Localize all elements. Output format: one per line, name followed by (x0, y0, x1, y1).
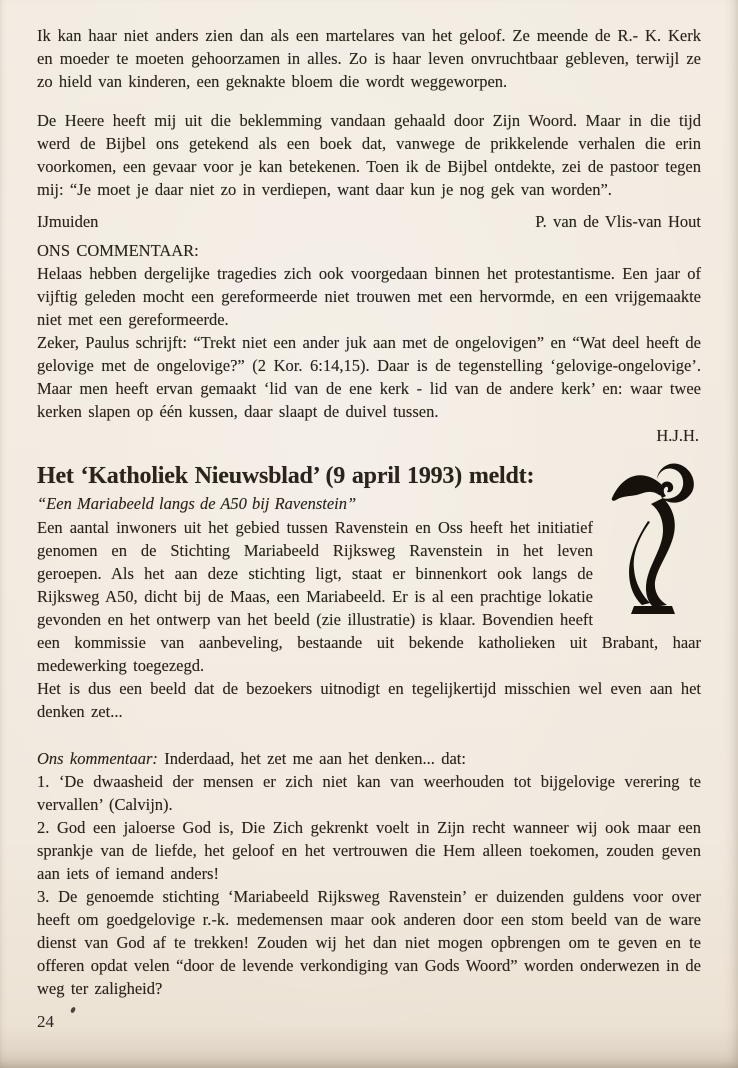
letter-place: IJmuiden (37, 212, 99, 231)
kommentaar-item-3: 3. De genoemde stichting ‘Mariabeeld Rijksweg Ravenstein’ er duizenden guldens voor over heeft om goedgelovige r.-k. medemensen maar ook anderen door een stom beeld van de ware dienst van God af te trekken! Zouden wij het dan niet mogen opbrengen om te geven en te offeren opdat velen “door de levende verkondiging van Gods Woord” worden onderwezen in de weg ter zaligheid? (37, 887, 701, 998)
commentary-initials: H.J.H. (656, 426, 699, 445)
article-heading: Het ‘Katholiek Nieuwsblad’ (9 april 1993) meldt: (37, 463, 535, 489)
letter-section (37, 24, 701, 233)
article-section (37, 460, 701, 723)
commentary-section (37, 239, 701, 447)
kommentaar-item-2: 2. God een jaloerse God is, Die Zich gekrenkt voelt in Zijn recht wanneer wij ook maar een sprankje van de liefde, het geloof en het vertrouwen die Hem alleen toekomen, zouden geven aan iets of iemand anders! (37, 818, 701, 883)
article-subtitle: “Een Mariabeeld langs de A50 bij Ravenstein” (37, 494, 357, 513)
maria-statue-icon (605, 462, 701, 620)
article-paragraph-1: Een aantal inwoners uit het gebied tussen Ravenstein en Oss heeft het initiatief genomen en de Stichting Mariabeeld Rijksweg Ravenstein in het leven geroepen. Als het aan deze stichting ligt, staat er binnenkort ook langs de Rijksweg A50, dicht bij de Maas, een Mariabeeld. Er is al een prachtige lokatie gevonden en het ontwerp van het beeld (zie illustratie) is klaar. Bovendien heeft een kommissie van aanbeveling, bestaande uit bekende katholieken uit Brabant, haar medewerking toegezegd. (37, 518, 701, 675)
letter-paragraph-2: De Heere heeft mij uit die beklemming vandaan gehaald door Zijn Woord. Maar in die tijd werd de Bijbel ons getekend als een boek dat, vanwege de prikkelende verhalen die erin voorkomen, een gevaar voor je kan betekenen. Toen ik de Bijbel ontdekte, zei de pastoor tegen mij: “Je moet je daar niet zo in verdiepen, want daar kun je nog gek van worden”. (37, 111, 701, 199)
ink-speck (70, 1007, 76, 1014)
kommentaar-item-1: 1. ‘De dwaasheid der mensen er zich niet kan van weerhouden tot bijgelovige verering te vervallen’ (Calvijn). (37, 772, 701, 814)
maria-statue-illustration (605, 462, 701, 620)
page-content (37, 24, 701, 1000)
commentary-paragraph-1: Helaas hebben dergelijke tragedies zich ook voorgedaan binnen het protestantisme. Een jaar of vijftig geleden mocht een gereformeerde niet trouwen met een hervormde, en een vrijgemaakte niet met een gereformeerde. (37, 264, 701, 329)
letter-byline (37, 210, 701, 233)
kommentaar-lead (37, 747, 701, 770)
kommentaar-section (37, 747, 701, 1000)
article-paragraph-2: Het is dus een beeld dat de bezoekers uitnodigt en tegelijkertijd misschien wel even aan het denken zet... (37, 679, 701, 721)
commentary-heading: ONS COMMENTAAR: (37, 241, 199, 260)
letter-paragraph-1: Ik kan haar niet anders zien dan als een martelares van het geloof. Ze meende de R.- K. Kerk en moeder te moeten gehoorzamen in alles. Zo is haar leven onvruchtbaar gebleven, terwijl ze zo hield van kinderen, een geknakte bloem die wordt weggeworpen. (37, 26, 701, 91)
commentary-paragraph-2: Zeker, Paulus schrijft: “Trekt niet een ander juk aan met de ongelovigen” en “Wat deel heeft de gelovige met de ongelovige?” (2 Kor. 6:14,15). Daar is de tegenstelling ‘gelovige-ongelovige’. Maar men heeft ervan gemaakt ‘lid van de ene kerk - lid van de andere kerk’ en: waar twee kerken slapen op één kussen, daar slaapt de duivel tussen. (37, 333, 701, 421)
page-number: 24 (37, 1012, 54, 1031)
kommentaar-lead-label: Ons kommentaar: (37, 749, 158, 768)
letter-author: P. van de Vlis-van Hout (535, 212, 701, 231)
kommentaar-lead-rest: Inderdaad, het zet me aan het denken... dat: (157, 749, 466, 768)
